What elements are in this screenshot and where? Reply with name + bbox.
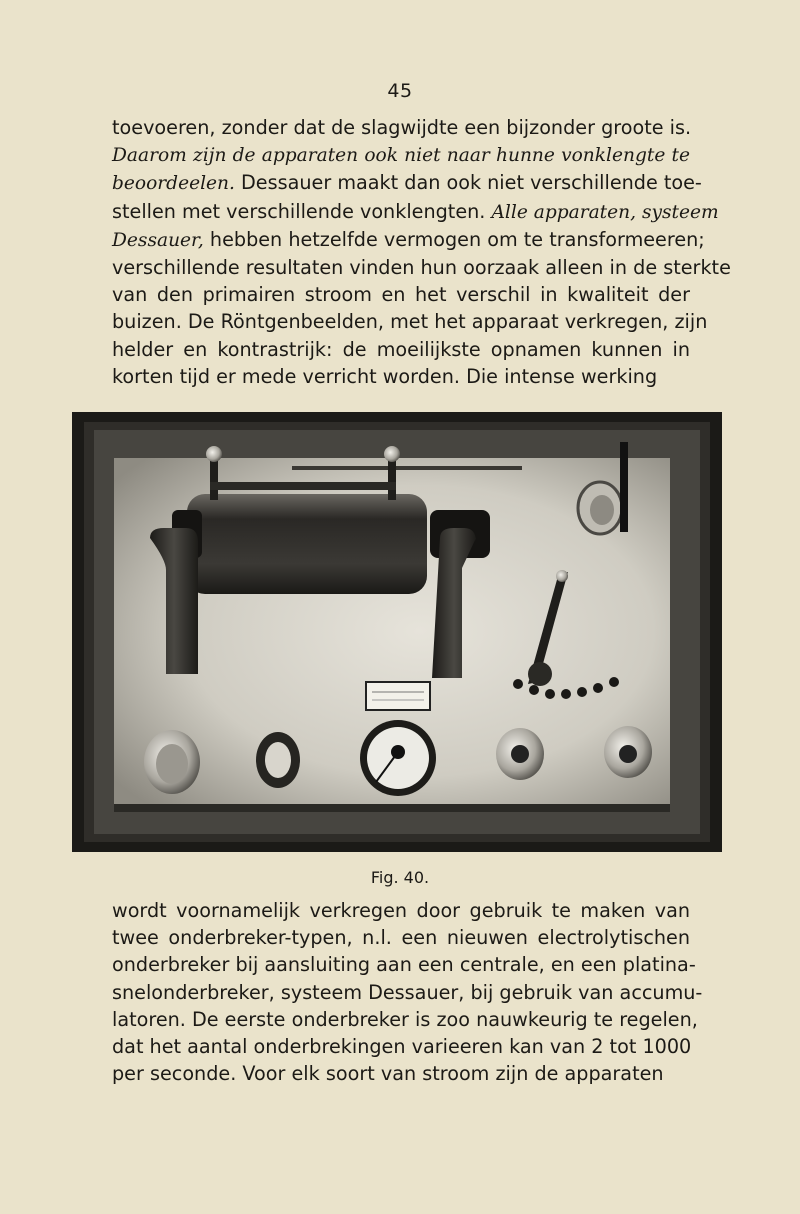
text-run: verschillende resultaten vinden hun oorzaak alleen in de sterkte <box>112 256 731 280</box>
maker-nameplate <box>366 682 430 710</box>
page-number: 45 <box>387 80 413 102</box>
text-line <box>112 308 708 335</box>
terminal-knob-right <box>384 446 400 462</box>
body-paragraph-top <box>112 114 731 390</box>
x-ray-apparatus-illustration <box>72 412 722 852</box>
text-run: hebben hetzelfde vermogen om te transformeeren; <box>203 227 705 251</box>
text-run: wordt voornamelijk verkregen door gebruik te maken van <box>112 899 690 922</box>
text-run: korten tijd er mede verricht worden. Die intense werking <box>112 364 658 388</box>
text-run: snelonderbreker, systeem Dessauer, bij gebruik van accumu- <box>112 980 703 1004</box>
text-line <box>112 951 696 978</box>
text-run: Dessauer maakt dan ook niet verschillende toe- <box>234 171 702 195</box>
text-line <box>112 141 690 169</box>
text-line <box>112 363 690 390</box>
text-line <box>112 254 731 281</box>
text-line <box>112 114 690 141</box>
text-run: onderbreker bij aansluiting aan een centrale, en een platina- <box>112 953 696 977</box>
text-run: helder en kontrastrijk: de moeilijkste opnamen kunnen in <box>112 337 690 361</box>
text-run: stellen met verschillende vonklengten. <box>112 199 492 223</box>
text-line <box>112 897 690 924</box>
text-run: toevoeren, zonder dat de slagwijdte een bijzonder groote is. <box>112 116 692 139</box>
terminal-knob-left <box>206 446 222 462</box>
text-line <box>112 336 690 363</box>
text-line <box>112 281 690 308</box>
figure-40-photo <box>72 412 722 852</box>
figure-caption: Fig. 40. <box>370 868 430 887</box>
text-line <box>112 979 703 1006</box>
italic-text: beoordeelen. <box>112 173 235 195</box>
text-run: latoren. De eerste onderbreker is zoo nauwkeurig te regelen, <box>112 1007 698 1031</box>
italic-text: Alle apparaten, systeem <box>491 201 719 223</box>
text-line <box>112 924 690 951</box>
italic-text: Daarom zijn de apparaten ook niet naar hunne vonklengte te <box>112 145 690 167</box>
text-run: dat het aantal onderbrekingen varieeren kan van 2 tot 1000 <box>112 1035 692 1059</box>
text-line <box>112 198 719 226</box>
text-run: van den primairen stroom en het verschil in kwaliteit der <box>112 283 690 307</box>
italic-text: Dessauer, <box>112 229 204 251</box>
text-run: buizen. De Röntgenbeelden, met het apparaat verkregen, zijn <box>112 310 708 334</box>
text-line <box>112 1033 690 1060</box>
induction-coil <box>187 494 427 594</box>
text-run: per seconde. Voor elk soort van stroom zijn de apparaten <box>112 1062 664 1086</box>
body-paragraph-bottom <box>112 897 703 1087</box>
text-line <box>112 1006 698 1033</box>
text-run: twee onderbreker-typen, n.l. een nieuwen electrolytischen <box>112 926 690 950</box>
text-line <box>112 226 705 254</box>
text-line <box>112 169 702 197</box>
text-line <box>112 1060 690 1087</box>
